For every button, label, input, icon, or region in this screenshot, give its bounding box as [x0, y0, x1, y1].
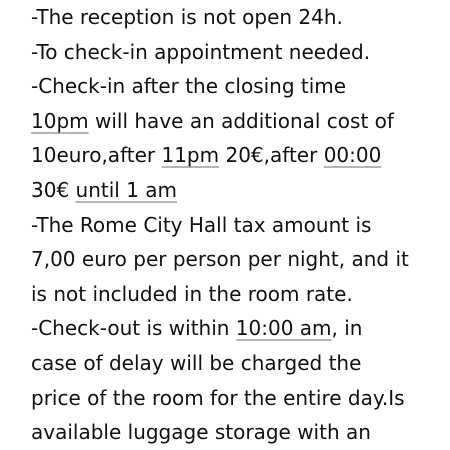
note-line: [31, 138, 441, 173]
note-line: [31, 173, 441, 208]
note-text-segment: 30€: [31, 177, 76, 202]
note-line: [31, 277, 441, 312]
note-line: [31, 311, 441, 346]
note-line: [31, 346, 441, 381]
note-text-segment: -The Rome City Hall tax amount is: [31, 212, 372, 237]
note-text-segment: -Check-in after the closing time: [31, 74, 347, 99]
note-text-segment: , in: [331, 316, 363, 341]
detected-data-link[interactable]: until 1 am: [75, 177, 178, 202]
note-text-segment: 20€,after: [219, 143, 324, 168]
note-line: [31, 381, 441, 416]
detected-data-link[interactable]: 10pm: [31, 108, 89, 133]
note-line: [31, 69, 441, 104]
note-line: [31, 35, 441, 70]
note-text-segment: -Check-out is within: [31, 316, 236, 341]
note-text-segment: case of delay will be charged the: [31, 350, 362, 375]
note-text-segment: available luggage storage with an: [31, 420, 371, 445]
note-text-block: [31, 0, 441, 450]
note-text-segment: -The reception is not open 24h.: [31, 5, 343, 29]
note-line: [31, 104, 441, 139]
note-text-segment: -To check-in appointment needed.: [31, 39, 371, 64]
note-text-segment: price of the room for the entire day.Is: [31, 385, 405, 410]
note-text-segment: 7,00 euro per person per night, and it: [31, 247, 409, 272]
detected-data-link[interactable]: 11pm: [161, 143, 220, 168]
note-text-segment: 10euro,after: [31, 143, 162, 168]
note-line: [31, 415, 441, 450]
note-line: [31, 208, 441, 243]
note-line: [31, 242, 441, 277]
note-text-segment: will have an additional cost of: [88, 108, 394, 133]
note-line: [31, 0, 441, 35]
note-text-segment: is not included in the room rate.: [31, 281, 353, 306]
detected-data-link[interactable]: 00:00: [323, 143, 382, 168]
detected-data-link[interactable]: 10:00 am: [235, 316, 332, 341]
